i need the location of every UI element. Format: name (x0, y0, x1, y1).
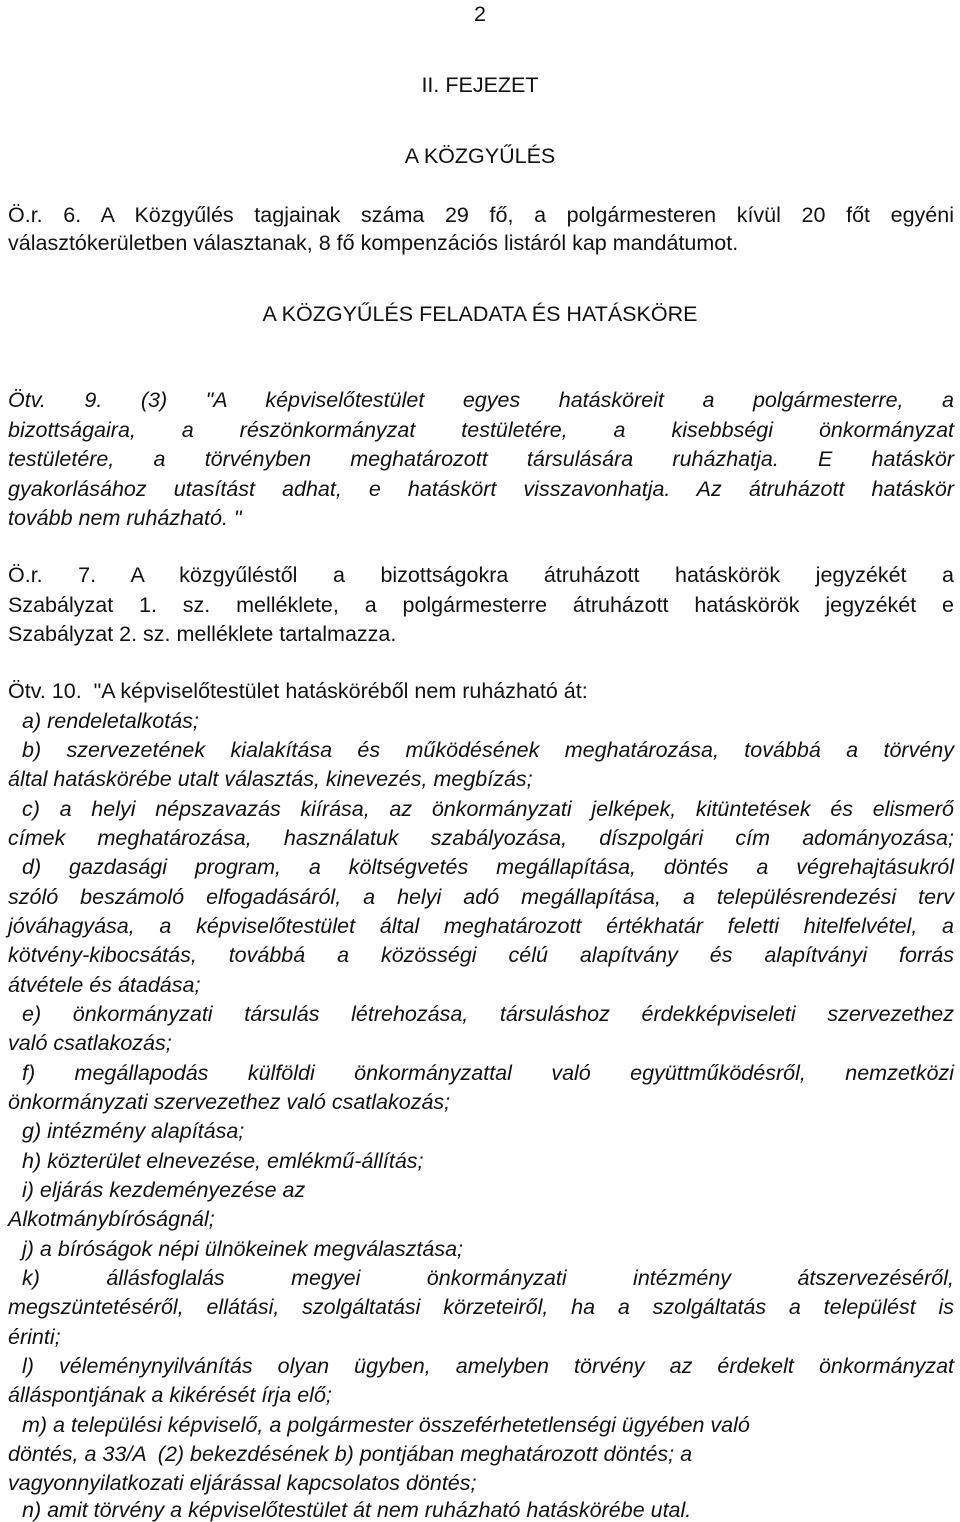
otv10-item-k-2: megszüntetéséről, ellátási, szolgáltatási körzeteiről, ha a szolgáltatás a települést is (8, 1295, 954, 1319)
otv10-item-c-2: címek meghatározása, használatuk szabályozása, díszpolgári cím adományozása; (8, 826, 954, 850)
otv10-item-d-3: jóváhagyása, a képviselőtestület által meghatározott értékhatár feletti hitelfelvétel, a (8, 914, 954, 938)
otv10-item-j: j) a bíróságok népi ülnökeinek megválasztása; (22, 1237, 464, 1261)
otv10-item-b-2: által hatáskörébe utalt választás, kinevezés, megbízás; (8, 767, 533, 791)
otv10-item-e-2: való csatlakozás; (8, 1031, 172, 1055)
otv10-item-l-1: l) véleménynyilvánítás olyan ügyben, amelyben törvény az érdekelt önkormányzat (22, 1354, 954, 1378)
otv9-line-5: tovább nem ruházható. " (8, 506, 242, 530)
otv9-line-3: testületére, a törvényben meghatározott társulására ruházhatja. E hatáskör (8, 447, 954, 471)
otv9-line-4: gyakorlásához utasítást adhat, e hatáskört visszavonhatja. Az átruházott hatáskör (8, 477, 954, 501)
otv10-item-h: h) közterület elnevezése, emlékmű-állítás; (22, 1149, 424, 1173)
otv10-item-d-4: kötvény-kibocsátás, továbbá a közösségi célú alapítvány és alapítványi forrás (8, 943, 954, 967)
otv10-item-i-2: Alkotmánybíróságnál; (8, 1207, 215, 1231)
otv10-item-d-2: szóló beszámoló elfogadásáról, a helyi adó megállapítása, a településrendezési terv (8, 885, 954, 909)
or7-line-3: Szabályzat 2. sz. melléklete tartalmazza. (8, 622, 397, 646)
otv9-line-2: bizottságaira, a részönkormányzat testületére, a kisebbségi önkormányzat (8, 418, 954, 442)
otv9-line-1: Ötv. 9. (3) "A képviselőtestület egyes hatásköreit a polgármesterre, a (8, 388, 954, 412)
chapter-title: A KÖZGYŰLÉS (404, 144, 556, 168)
section-heading: A KÖZGYŰLÉS FELADATA ÉS HATÁSKÖRE (262, 302, 698, 326)
or6-line-2: választókerületben választanak, 8 fő kompenzációs listáról kap mandátumot. (8, 231, 739, 255)
otv10-item-m-2: döntés, a 33/A (2) bekezdésének b) pontjában meghatározott döntés; a (8, 1442, 693, 1466)
or7-line-1: Ö.r. 7. A közgyűléstől a bizottságokra átruházott hatáskörök jegyzékét a (8, 563, 954, 587)
otv10-item-i-1: i) eljárás kezdeményezése az (22, 1178, 306, 1202)
page-number: 2 (474, 2, 486, 26)
otv10-item-b-1: b) szervezetének kialakítása és működésének meghatározása, továbbá a törvény (22, 738, 954, 762)
otv10-item-a: a) rendeletalkotás; (22, 709, 199, 733)
otv10-item-n: n) amit törvény a képviselőtestület át nem ruházható hatáskörébe utal. (22, 1498, 692, 1522)
otv10-intro: Ötv. 10. "A képviselőtestület hatásköréből nem ruházható át: (8, 679, 588, 703)
otv10-item-d-1: d) gazdasági program, a költségvetés megállapítása, döntés a végrehajtásukról (22, 855, 954, 879)
chapter-label: II. FEJEZET (421, 73, 539, 97)
otv10-item-k-1: k) állásfoglalás megyei önkormányzati intézmény átszervezéséről, (22, 1266, 954, 1290)
otv10-item-k-3: érinti; (8, 1325, 61, 1349)
otv10-item-m-1: m) a települési képviselő, a polgármester összeférhetetlenségi ügyében való (22, 1413, 750, 1437)
otv10-item-d-5: átvétele és átadása; (8, 973, 201, 997)
otv10-item-f-2: önkormányzati szervezethez való csatlakozás; (8, 1090, 451, 1114)
otv10-item-e-1: e) önkormányzati társulás létrehozása, társuláshoz érdekképviseleti szervezethez (22, 1002, 954, 1026)
otv10-item-f-1: f) megállapodás külföldi önkormányzattal való együttműködésről, nemzetközi (22, 1061, 954, 1085)
otv10-item-l-2: álláspontjának a kikérését írja elő; (8, 1383, 332, 1407)
or6-line-1: Ö.r. 6. A Közgyűlés tagjainak száma 29 fő, a polgármesteren kívül 20 főt egyéni (8, 203, 954, 227)
otv10-item-c-1: c) a helyi népszavazás kiírása, az önkormányzati jelképek, kitüntetések és elismerő (22, 797, 954, 821)
otv10-item-m-3: vagyonnyilatkozati eljárással kapcsolatos döntés; (8, 1471, 477, 1495)
or7-line-2: Szabályzat 1. sz. melléklete, a polgármesterre átruházott hatáskörök jegyzékét e (8, 593, 954, 617)
otv10-item-g: g) intézmény alapítása; (22, 1119, 245, 1143)
